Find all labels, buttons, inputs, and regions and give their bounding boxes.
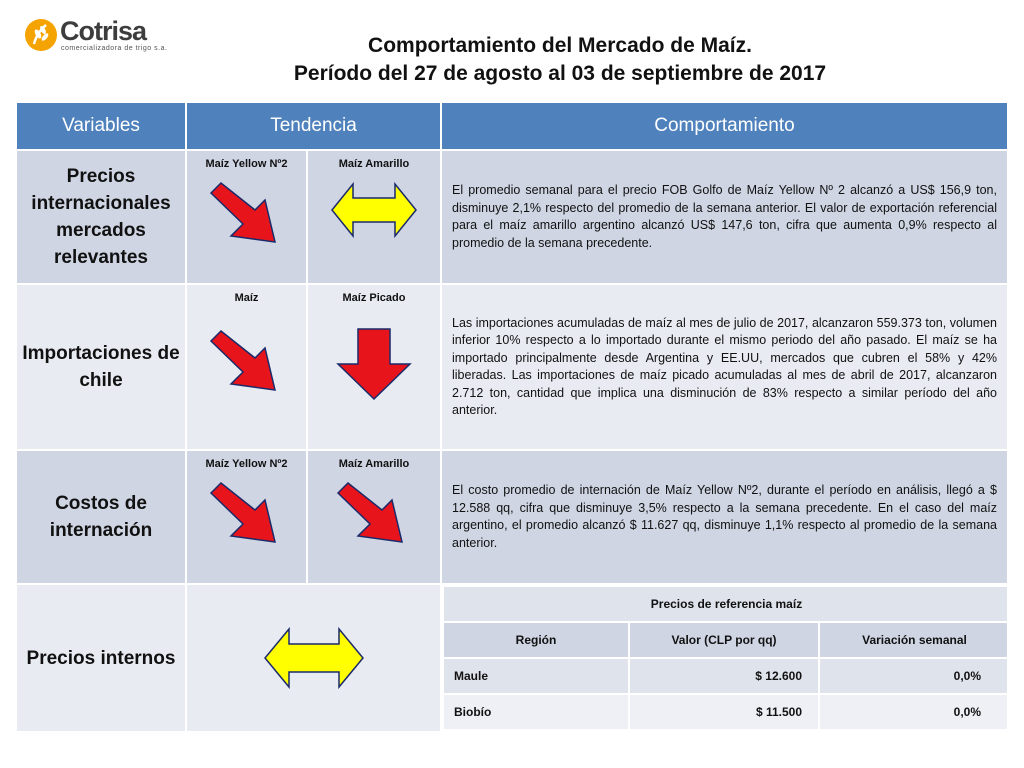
market-table bbox=[15, 101, 1009, 733]
logo-name: Cotrisa bbox=[60, 16, 147, 46]
trend-cell bbox=[186, 584, 441, 732]
trend-cell bbox=[307, 450, 441, 584]
trend-label: Maíz Picado bbox=[342, 292, 406, 304]
description-cell: El costo promedio de internación de Maíz Yellow Nº2, durante el período en análisis, llegó a $ 12.588 qq, cifra que disminuye 3,5% respecto a la semana precedente. En el caso del maíz argentino, el promedio alcanzó $ 11.627 qq, disminuye 1,1% respecto al promedio de la semana anterior. bbox=[441, 450, 1008, 584]
trend-label: Maíz Amarillo bbox=[338, 158, 410, 170]
trend-cell bbox=[186, 284, 307, 450]
value-cell: $ 11.500 bbox=[629, 694, 819, 730]
table-row bbox=[16, 584, 1008, 732]
arrow-down-right-icon bbox=[207, 326, 287, 396]
region-cell: Maule bbox=[443, 658, 629, 694]
header-comportamiento: Comportamiento bbox=[441, 102, 1008, 150]
trend-cell bbox=[307, 284, 441, 450]
table-row bbox=[16, 450, 1008, 584]
reference-prices-cell bbox=[441, 584, 1008, 732]
wheat-logo-icon bbox=[24, 18, 58, 52]
variable-label: Costos de internación bbox=[16, 450, 186, 584]
column-header: Variación semanal bbox=[819, 622, 1010, 658]
region-cell: Biobío bbox=[443, 694, 629, 730]
trend-label: Maíz Yellow Nº2 bbox=[205, 458, 288, 470]
variable-label: Precios internos bbox=[16, 584, 186, 732]
value-cell: $ 12.600 bbox=[629, 658, 819, 694]
table-row bbox=[16, 284, 1008, 450]
column-header: Valor (CLP por qq) bbox=[629, 622, 819, 658]
reference-prices-title: Precios de referencia maíz bbox=[443, 586, 1010, 622]
change-cell: 0,0% bbox=[819, 694, 1010, 730]
logo-tagline: comercializadora de trigo s.a. bbox=[61, 45, 168, 52]
table-row bbox=[16, 150, 1008, 284]
header-tendencia: Tendencia bbox=[186, 102, 441, 150]
trend-cell bbox=[307, 150, 441, 284]
variable-label: Precios internacionales mercados relevantes bbox=[16, 150, 186, 284]
page-subtitle: Período del 27 de agosto al 03 de septiembre de 2017 bbox=[293, 62, 827, 85]
header-variables: Variables bbox=[16, 102, 186, 150]
trend-cell bbox=[186, 150, 307, 284]
arrow-down-icon bbox=[334, 326, 414, 402]
column-header: Región bbox=[443, 622, 629, 658]
description-cell: Las importaciones acumuladas de maíz al mes de julio de 2017, alcanzaron 559.373 ton, volumen inferior 10% respecto a lo importado durante el mismo periodo del año pasado. El maíz se ha importado principalmente desde Argentina y EE.UU, mercados que cubren el 58% y 42% liberadas. Las importaciones de maíz picado acumuladas al mes de abril de 2017, alcanzaron 2.712 ton, cantidad que implica una disminución de 83% respecto a similar período del año anterior. bbox=[441, 284, 1008, 450]
arrow-left-right-icon bbox=[329, 178, 419, 242]
arrow-left-right-icon bbox=[262, 623, 366, 693]
table-row bbox=[443, 694, 1010, 730]
trend-label: Maíz bbox=[234, 292, 259, 304]
table-row bbox=[443, 658, 1010, 694]
trend-label: Maíz Yellow Nº2 bbox=[205, 158, 288, 170]
reference-prices-table bbox=[442, 585, 1011, 731]
page-title: Comportamiento del Mercado de Maíz. bbox=[368, 34, 752, 57]
change-cell: 0,0% bbox=[819, 658, 1010, 694]
description-cell: El promedio semanal para el precio FOB Golfo de Maíz Yellow Nº 2 alcanzó a US$ 156,9 ton, disminuye 2,1% respecto del promedio de la semana anterior. El valor de exportación referencial para el maíz amarillo argentino alcanzó US$ 147,6 ton, cifra que aumenta 0,9% respecto al promedio de la semana precedente. bbox=[441, 150, 1008, 284]
variable-label: Importaciones de chile bbox=[16, 284, 186, 450]
trend-label: Maíz Amarillo bbox=[338, 458, 410, 470]
arrow-down-right-icon bbox=[334, 478, 414, 548]
trend-cell bbox=[186, 450, 307, 584]
company-logo bbox=[24, 16, 168, 58]
arrow-down-right-icon bbox=[207, 178, 287, 248]
arrow-down-right-icon bbox=[207, 478, 287, 548]
